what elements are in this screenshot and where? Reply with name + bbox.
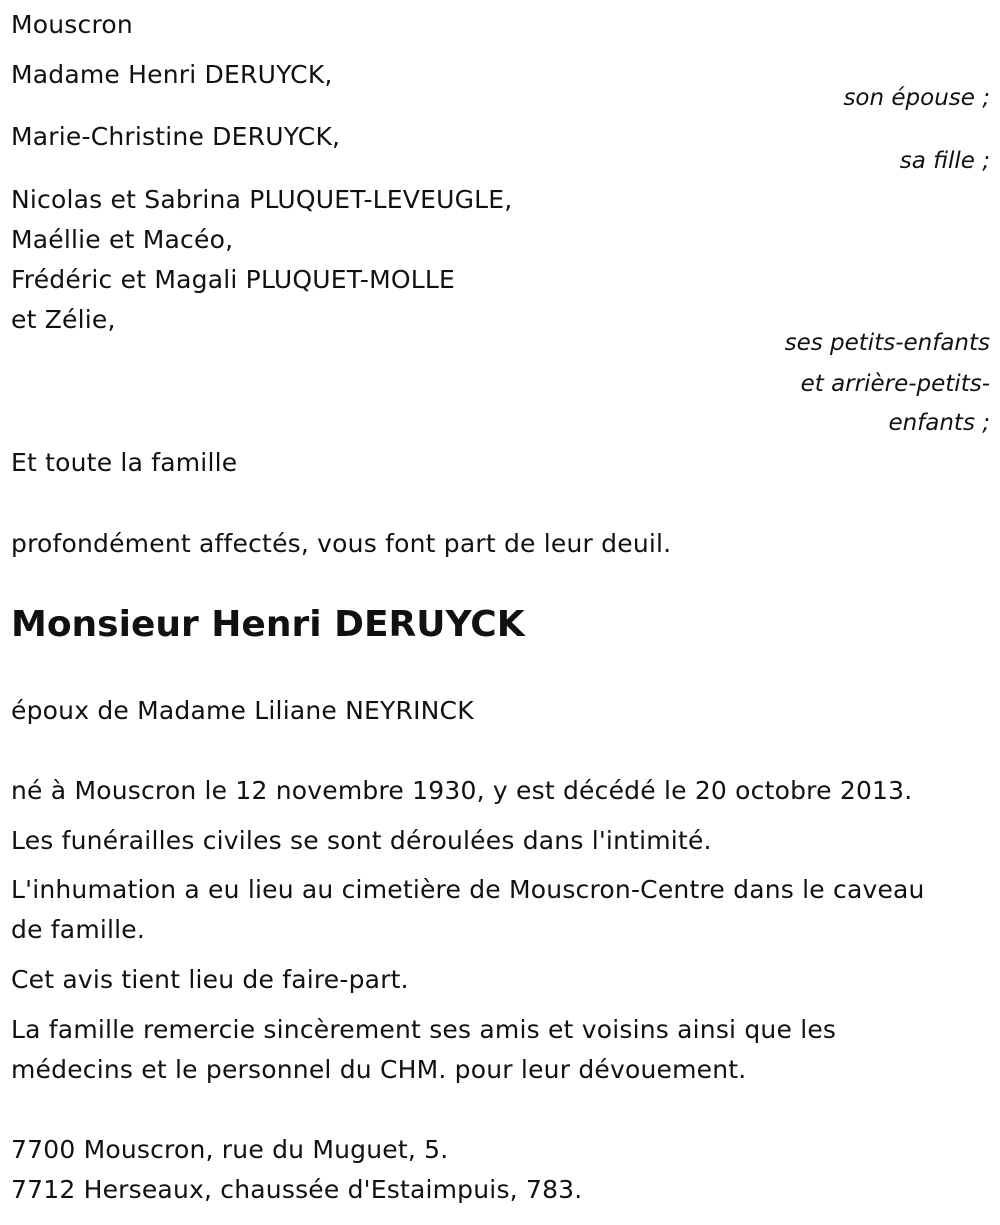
family-member-role: ses petits-enfants [784,330,990,356]
family-member-name: Madame Henri DERUYCK, [11,60,333,89]
spouse-of: époux de Madame Liliane NEYRINCK [11,696,474,725]
announcement-text: profondément affectés, vous font part de leur deuil. [11,529,672,558]
family-member-name: Marie-Christine DERUYCK, [11,122,341,151]
funeral-info: Les funérailles civiles se sont déroulées dans l'intimité. [11,826,712,855]
family-member-name: Maéllie et Macéo, [11,225,234,254]
deceased-name: Monsieur Henri DERUYCK [11,604,525,645]
family-member-name: Frédéric et Magali PLUQUET-MOLLE [11,265,456,294]
family-member-role: et arrière-petits- [800,371,990,397]
address: 7712 Herseaux, chaussée d'Estaimpuis, 783. [11,1175,583,1204]
whole-family: Et toute la famille [11,448,238,477]
address: 7700 Mouscron, rue du Muguet, 5. [11,1135,449,1164]
thanks-text: La famille remercie sincèrement ses amis et voisins ainsi que les [11,1015,837,1044]
family-member-role: enfants ; [888,410,990,436]
thanks-text: médecins et le personnel du CHM. pour leur dévouement. [11,1055,747,1084]
family-member-role: sa fille ; [899,148,990,174]
city-heading: Mouscron [11,10,133,39]
burial-info: L'inhumation a eu lieu au cimetière de Mouscron-Centre dans le caveau [11,875,925,904]
burial-info: de famille. [11,915,146,944]
family-member-name: Nicolas et Sabrina PLUQUET-LEVEUGLE, [11,185,513,214]
family-member-name: et Zélie, [11,305,116,334]
notice-note: Cet avis tient lieu de faire-part. [11,965,409,994]
birth-death: né à Mouscron le 12 novembre 1930, y est décédé le 20 octobre 2013. [11,776,913,805]
family-member-role: son épouse ; [843,85,990,111]
